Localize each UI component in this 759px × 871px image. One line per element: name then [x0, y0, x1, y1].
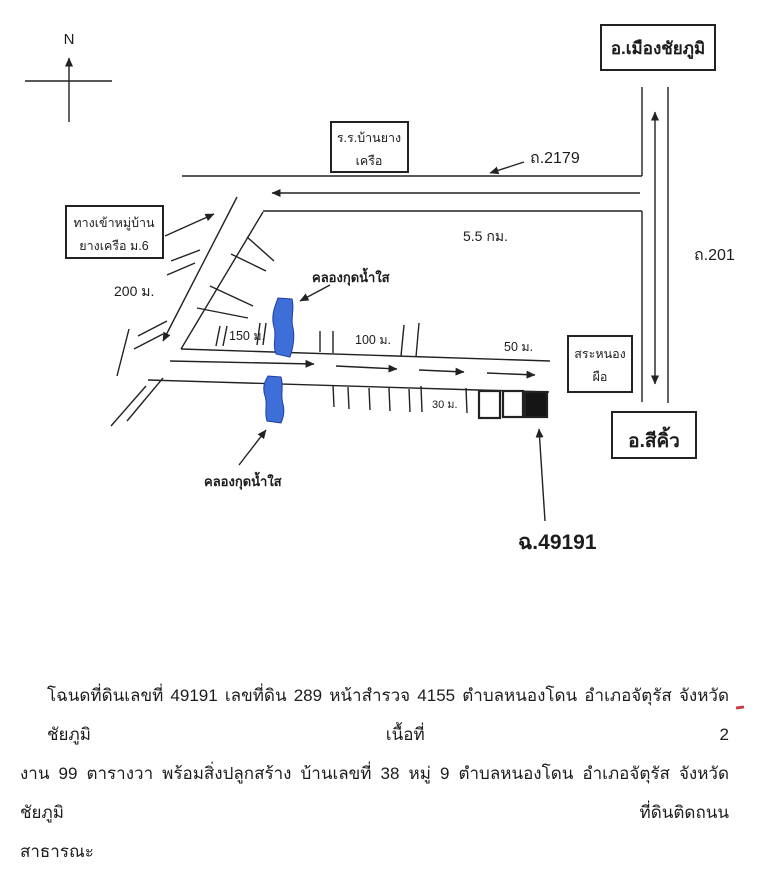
lot-boundary-tick — [216, 326, 220, 346]
road-label-route-2179: ถ.2179 — [530, 150, 580, 167]
village-entrance-label-line2: ยางเครือ ม.6 — [79, 239, 149, 253]
deed-description — [20, 676, 729, 871]
side-street — [171, 250, 200, 261]
compass-north — [25, 31, 112, 122]
side-street — [231, 254, 266, 271]
lot-boundary-tick — [389, 388, 390, 411]
road-edge — [181, 349, 550, 361]
village-entrance-label-line1: ทางเข้าหมู่บ้าน — [73, 216, 155, 230]
deed-description-line3: สาธารณะ — [20, 842, 94, 861]
plot-deed-number-label: ฉ.49191 — [518, 531, 597, 554]
road-edge — [127, 378, 163, 421]
canal-label-lower: คลองกุดน้ำใส — [204, 474, 282, 489]
distance-label-5-5-km: 5.5 กม. — [463, 228, 508, 244]
deed-description-line2: งาน 99 ตารางวา พร้อมสิ่งปลูกสร้าง บ้านเลขที่ 38 หมู่ 9 ตำบลหนองโดน อำเภอจัตุรัส จังหวัดชัยภูมิ ที่ดินติดถนน — [20, 764, 729, 822]
red-check-mark — [736, 705, 744, 709]
district-label-mueang-chaiyaphum: อ.เมืองชัยภูมิ — [610, 39, 706, 58]
lot-boundary-tick — [333, 385, 334, 407]
direction-arrow — [170, 361, 314, 364]
canal-pointer-arrow — [239, 430, 266, 465]
side-street — [167, 263, 195, 275]
pond-label-line2: ผือ — [592, 370, 608, 384]
neighbor-plot-square — [479, 391, 500, 418]
village-entrance-pointer-arrow — [165, 214, 214, 236]
neighbor-plot-square — [503, 391, 523, 417]
school-label-line1: ร.ร.บ้านยาง — [336, 131, 402, 145]
road-route-2179 — [182, 162, 642, 211]
side-street — [197, 308, 248, 318]
deed-description-line1: โฉนดที่ดินเลขที่ 49191 เลขที่ดิน 289 หน้าสำรวจ 4155 ตำบลหนองโดน อำเภอจัตุรัส จังหวัดชัยภูมิ เนื้อที่ 2 — [47, 686, 729, 744]
pond-label-line1: สระหนอง — [574, 347, 626, 361]
distance-label-100-m: 100 ม. — [355, 333, 392, 347]
lot-boundary-tick — [421, 386, 422, 412]
distance-label-200-m: 200 ม. — [114, 283, 155, 299]
route-2179-pointer-arrow — [490, 162, 524, 173]
subject-plot-square — [525, 392, 547, 417]
side-street — [247, 237, 274, 261]
direction-arrow — [487, 373, 535, 375]
direction-arrow — [419, 370, 464, 372]
canal-upper-segment — [273, 298, 294, 357]
canal-pointer-arrow — [300, 285, 330, 301]
district-label-si-khio: อ.สีคิ้ว — [628, 431, 680, 452]
lot-boundary-tick — [409, 389, 410, 412]
canal-label-upper: คลองกุดน้ำใส — [312, 270, 390, 285]
lot-boundary-tick — [416, 323, 419, 357]
canal-lower-segment — [264, 376, 284, 423]
side-street — [210, 286, 253, 306]
road-route-201 — [642, 87, 668, 403]
lot-boundary-tick — [401, 325, 404, 356]
lot-boundary-tick — [223, 326, 227, 346]
distance-label-30-m: 30 ม. — [432, 399, 458, 411]
road-edge-with-arrow — [163, 197, 237, 341]
distance-label-50-m: 50 ม. — [504, 340, 534, 354]
lot-boundary-tick — [348, 387, 349, 409]
school-label-line2: เครือ — [355, 154, 383, 168]
direction-arrow — [336, 366, 397, 369]
plot-pointer-arrow — [539, 429, 545, 521]
distance-label-150-m: 150 ม. — [229, 329, 266, 343]
lot-boundary-tick — [466, 388, 467, 413]
side-street — [117, 329, 129, 376]
compass-north-label: N — [63, 31, 75, 48]
road-label-route-201: ถ.201 — [694, 247, 735, 264]
road-edge — [148, 380, 478, 390]
lot-boundary-tick — [369, 388, 370, 410]
